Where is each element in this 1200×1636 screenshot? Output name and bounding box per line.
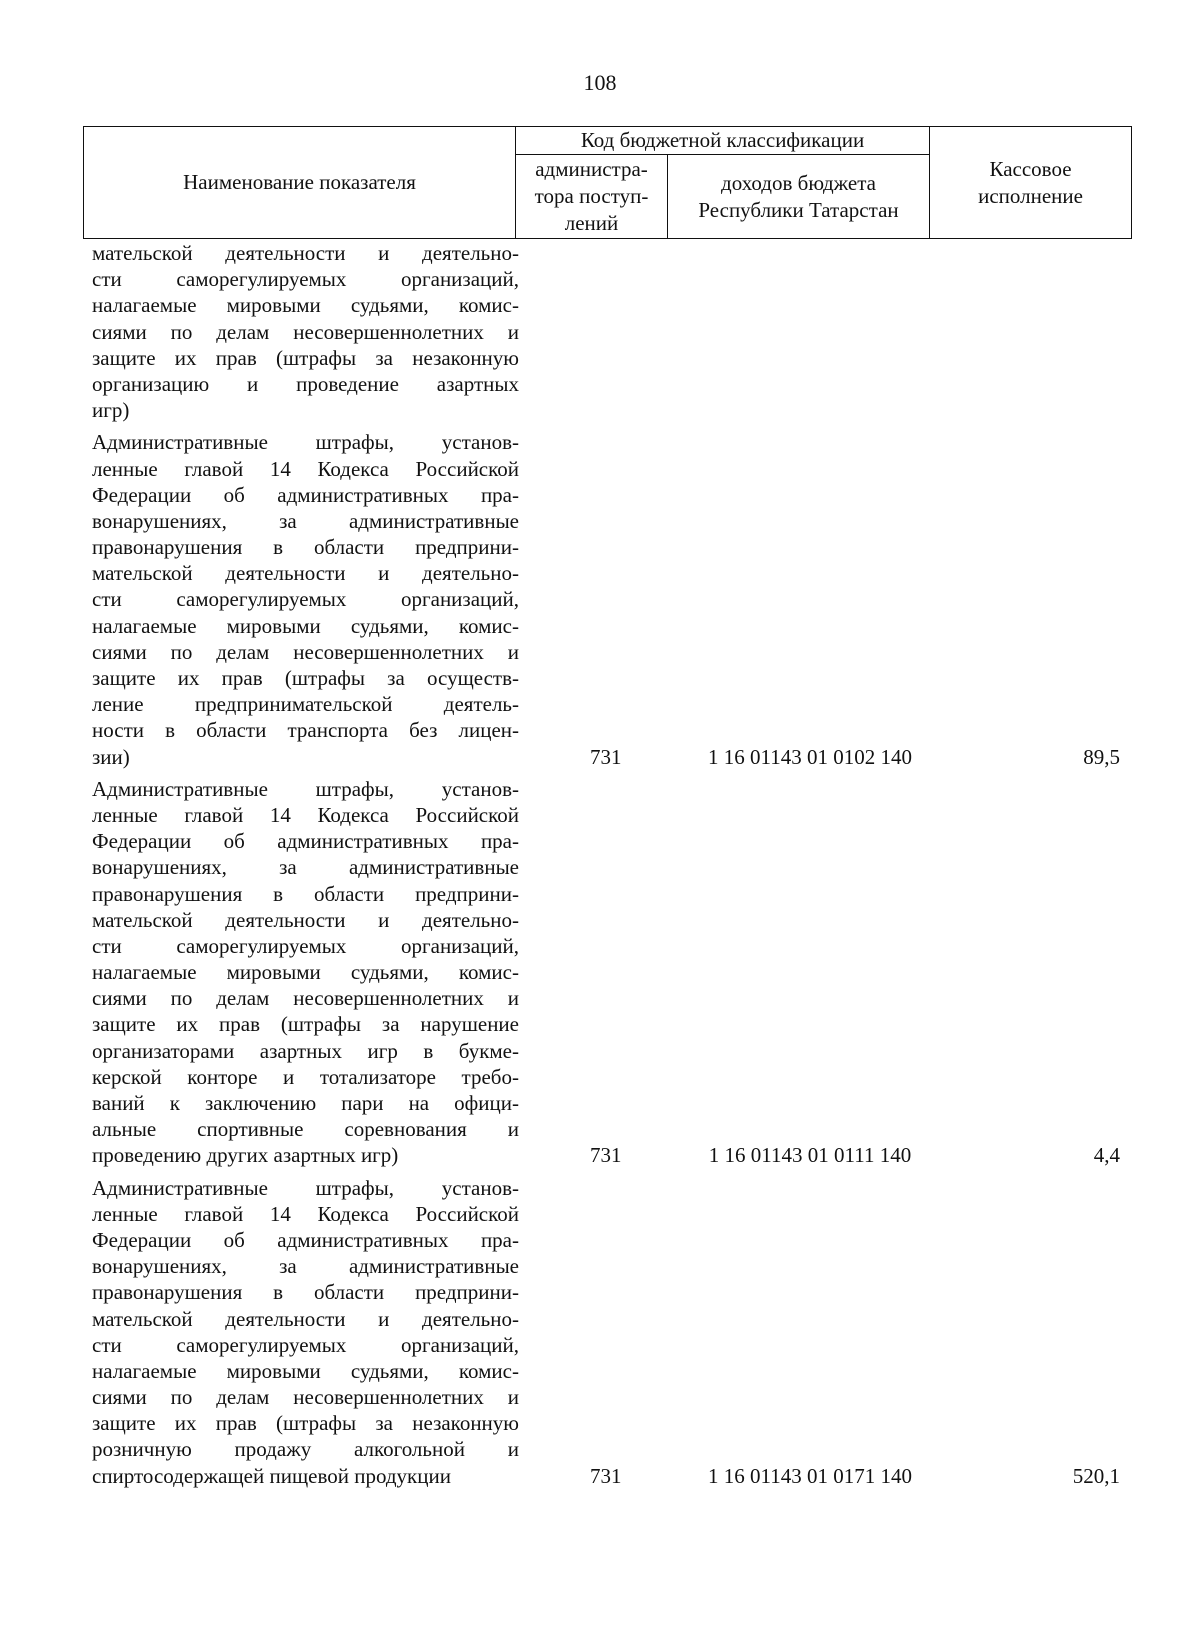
row-name-line: ленные главой 14 Кодекса Российской	[92, 1201, 519, 1226]
row-name-line: спиртосодержащей пищевой продукции	[92, 1463, 451, 1488]
row-name-line: Административные штрафы, установ-	[92, 430, 519, 455]
row-name-line: налагаемые мировыми судьями, комис-	[92, 960, 519, 985]
header-budget-code-group: Код бюджетной классификации	[516, 127, 930, 155]
row-name-line: организацию и проведение азартных	[92, 371, 519, 396]
row-name-line: сиями по делам несовершеннолетних и	[92, 319, 519, 344]
row-name-line: вонарушениях, за административные	[92, 508, 519, 533]
row-name-line: вонарушениях, за административные	[92, 855, 519, 880]
row-name-line: альные спортивные соревнования и	[92, 1117, 519, 1142]
row-name-line: ление предпринимательской деятель-	[92, 692, 519, 717]
row-admin-code: 731	[590, 744, 622, 769]
table-row	[0, 776, 1200, 1169]
row-name-line: правонарушения в области предприни-	[92, 535, 519, 560]
row-name-line: налагаемые мировыми судьями, комис-	[92, 613, 519, 638]
row-name-line: налагаемые мировыми судьями, комис-	[92, 293, 519, 318]
row-income-code: 1 16 01143 01 0111 140	[708, 1143, 912, 1168]
row-name-line: Административные штрафы, установ-	[92, 776, 519, 801]
header-admin-line: администра-	[535, 157, 648, 181]
row-name-line: зии)	[92, 744, 130, 769]
row-name-line: Федерации об административных пра-	[92, 829, 519, 854]
header-name-column: Наименование показателя	[84, 127, 516, 239]
row-admin-code: 731	[590, 1143, 622, 1168]
row-indicator-name	[92, 429, 519, 769]
header-admin-line: лений	[564, 211, 619, 235]
row-name-line: ленные главой 14 Кодекса Российской	[92, 456, 519, 481]
header-income-line: Республики Татарстан	[698, 197, 899, 222]
row-name-line: сти саморегулируемых организаций,	[92, 587, 519, 612]
header-income-line: доходов бюджета	[721, 170, 876, 195]
row-name-line: правонарушения в области предприни-	[92, 881, 519, 906]
row-indicator-name	[92, 776, 519, 1169]
row-name-line: игр)	[92, 398, 130, 423]
row-name-line: керской конторе и тотализаторе требо-	[92, 1064, 519, 1089]
row-amount: 89,5	[1083, 744, 1120, 769]
header-execution-line: исполнение	[978, 183, 1083, 208]
row-name-line: правонарушения в области предприни-	[92, 1280, 519, 1305]
header-execution-line: Кассовое	[989, 156, 1072, 181]
row-name-line: сиями по делам несовершеннолетних и	[92, 1385, 519, 1410]
row-name-line: сти саморегулируемых организаций,	[92, 1332, 519, 1357]
row-name-line: ленные главой 14 Кодекса Российской	[92, 802, 519, 827]
row-income-code: 1 16 01143 01 0171 140	[708, 1463, 912, 1488]
row-name-line: розничную продажу алкогольной и	[92, 1437, 519, 1462]
row-name-line: Федерации об административных пра-	[92, 1227, 519, 1252]
row-name-line: организаторами азартных игр в букме-	[92, 1038, 519, 1063]
row-name-line: мательской деятельности и деятельно-	[92, 241, 519, 265]
row-name-line: сиями по делам несовершеннолетних и	[92, 639, 519, 664]
row-name-line: защите их прав (штрафы за нарушение	[92, 1012, 519, 1037]
table-body	[0, 240, 1200, 1489]
header-execution-column	[930, 127, 1132, 239]
row-income-code: 1 16 01143 01 0102 140	[708, 744, 912, 769]
row-name-line: мательской деятельности и деятельно-	[92, 561, 519, 586]
table-row	[0, 429, 1200, 769]
row-name-line: проведению других азартных игр)	[92, 1143, 399, 1168]
row-name-line: ности в области транспорта без лицен-	[92, 718, 519, 743]
row-amount: 520,1	[1072, 1463, 1120, 1488]
table-row	[0, 1175, 1200, 1489]
row-admin-code: 731	[590, 1463, 622, 1488]
row-name-line: защите их прав (штрафы за незаконную	[92, 1411, 519, 1436]
row-name-line: вонарушениях, за административные	[92, 1254, 519, 1279]
header-admin-column	[516, 155, 668, 239]
row-name-line: Административные штрафы, установ-	[92, 1175, 519, 1200]
row-name-line: сти саморегулируемых организаций,	[92, 933, 519, 958]
row-indicator-name	[92, 1175, 519, 1489]
row-name-line: ваний к заключению пари на офици-	[92, 1091, 519, 1115]
table-header	[83, 126, 1132, 239]
table-row	[0, 240, 1200, 423]
header-admin-line: тора поступ-	[534, 184, 649, 208]
row-name-line: сти саморегулируемых организаций,	[92, 267, 519, 292]
row-name-line: сиями по делам несовершеннолетних и	[92, 986, 519, 1011]
row-name-line: налагаемые мировыми судьями, комис-	[92, 1358, 519, 1383]
row-name-line: защите их прав (штрафы за незаконную	[92, 345, 519, 370]
row-amount: 4,4	[1093, 1143, 1120, 1168]
page-number: 108	[583, 70, 617, 95]
row-indicator-name	[92, 240, 519, 423]
row-name-line: Федерации об административных пра-	[92, 482, 519, 507]
header-income-column	[668, 155, 930, 239]
row-name-line: мательской деятельности и деятельно-	[92, 907, 519, 932]
row-name-line: мательской деятельности и деятельно-	[92, 1306, 519, 1331]
row-name-line: защите их прав (штрафы за осуществ-	[92, 666, 519, 690]
